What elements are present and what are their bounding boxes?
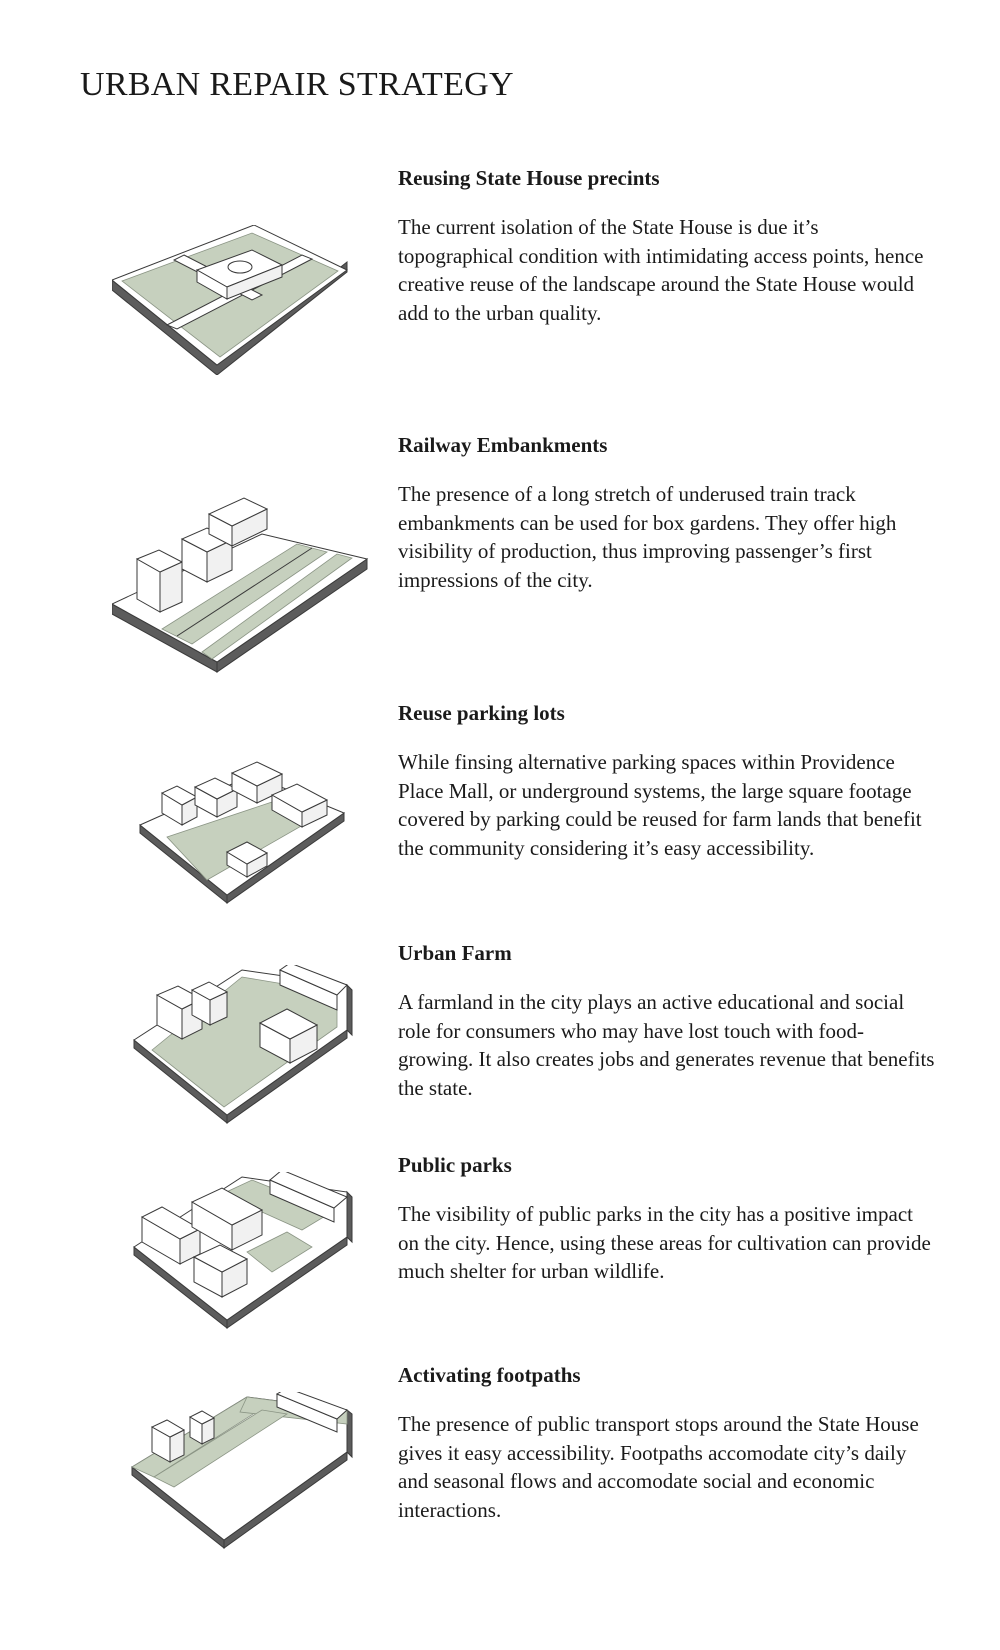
section-body: The presence of public transport stops around the State House gives it easy accessibility. Footpaths accomodate city’s daily and seasonal flows and accomodate social and economic interactions. — [398, 1412, 919, 1522]
parking-lot-diagram — [112, 755, 382, 905]
section-heading: Urban Farm — [398, 941, 512, 965]
strategy-section — [0, 1362, 1000, 1562]
section-heading: Reuse parking lots — [398, 701, 565, 725]
strategy-section — [0, 700, 1000, 920]
footpath-diagram — [112, 1392, 382, 1552]
page-title: URBAN REPAIR STRATEGY — [80, 66, 514, 103]
section-text — [398, 940, 938, 1102]
railway-embankment-diagram — [112, 484, 382, 674]
section-heading: Railway Embankments — [398, 433, 608, 457]
section-heading: Activating footpaths — [398, 1363, 581, 1387]
section-body: The visibility of public parks in the city has a positive impact on the city. Hence, using these areas for cultivation can provide much shelter for urban wildlife. — [398, 1202, 931, 1283]
section-text — [398, 432, 938, 594]
section-text — [398, 1362, 938, 1524]
strategy-section — [0, 432, 1000, 672]
section-body: A farmland in the city plays an active educational and social role for consumers who may have lost touch with food-growing. It also creates jobs and generates revenue that benefits the state. — [398, 990, 935, 1100]
section-text — [398, 165, 938, 327]
strategy-section — [0, 940, 1000, 1140]
section-text — [398, 700, 938, 862]
section-heading: Reusing State House precints — [398, 166, 660, 190]
section-body: While finsing alternative parking spaces within Providence Place Mall, or underground systems, the large square footage covered by parking could be reused for farm lands that benefit the community considering it’s easy accessibility. — [398, 750, 922, 860]
section-text — [398, 1152, 938, 1286]
strategy-section — [0, 1152, 1000, 1332]
section-heading: Public parks — [398, 1153, 512, 1177]
strategy-section — [0, 165, 1000, 395]
section-body: The presence of a long stretch of underused train track embankments can be used for box gardens. They offer high visibility of production, thus improving passenger’s first impressions of the city. — [398, 482, 897, 592]
urban-farm-diagram — [112, 965, 382, 1125]
state-house-precinct-diagram — [112, 225, 382, 375]
public-park-diagram — [112, 1172, 382, 1332]
section-body: The current isolation of the State House is due it’s topographical condition with intimidating access points, hence creative reuse of the landscape around the State House would add to the urban quality. — [398, 215, 924, 325]
